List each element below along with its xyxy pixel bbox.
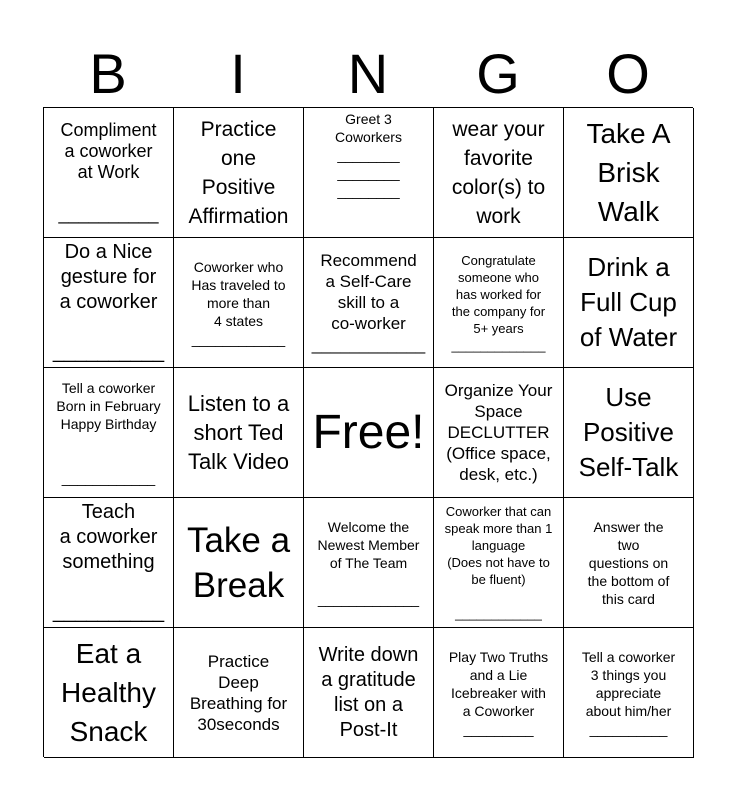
header-letter-o: O <box>606 42 650 105</box>
bingo-grid <box>43 107 693 757</box>
bingo-cell[interactable] <box>564 368 694 498</box>
bingo-cell[interactable] <box>174 628 304 758</box>
bingo-cell[interactable] <box>564 628 694 758</box>
header-letter-n: N <box>347 42 389 105</box>
bingo-cell[interactable] <box>44 238 174 368</box>
bingo-cell[interactable] <box>174 498 304 628</box>
bingo-cell[interactable] <box>434 498 564 628</box>
bingo-cell[interactable] <box>44 498 174 628</box>
cell-text: Coworker that can speak more than 1 language (Does not have to be fluent) ____________ <box>444 504 553 621</box>
cell-text: Write down a gratitude list on a Post-It <box>318 643 419 741</box>
bingo-cell-free[interactable] <box>304 368 434 498</box>
bingo-cell[interactable] <box>174 368 304 498</box>
cell-text: Tell a coworker Born in February Happy Birthday ____________ <box>56 379 161 486</box>
cell-text: Congratulate someone who has worked for the company for 5+ years _____________ <box>451 252 546 353</box>
cell-text: Eat a Healthy Snack <box>61 638 156 747</box>
bingo-cell[interactable] <box>174 108 304 238</box>
bingo-cell[interactable] <box>564 108 694 238</box>
bingo-cell[interactable] <box>44 628 174 758</box>
bingo-cell[interactable] <box>304 628 434 758</box>
cell-text: Recommend a Self-Care skill to a co-worker ____________ <box>311 251 426 354</box>
cell-text: Do a Nice gesture for a coworker __________ <box>52 241 165 363</box>
cell-text: Teach a coworker something __________ <box>52 501 165 623</box>
bingo-cell[interactable] <box>434 628 564 758</box>
cell-text: Take A Brisk Walk <box>586 118 671 227</box>
cell-text: Organize Your Space DECLUTTER (Office space, desk, etc.) <box>444 381 553 484</box>
bingo-cell[interactable] <box>304 108 434 238</box>
bingo-cell[interactable] <box>564 498 694 628</box>
bingo-cell[interactable] <box>434 108 564 238</box>
cell-text: Drink a Full Cup of Water <box>579 252 678 352</box>
cell-text: Use Positive Self-Talk <box>578 382 679 482</box>
cell-text: Greet 3 Coworkers ________ ________ ________ <box>335 111 402 199</box>
bingo-cell[interactable] <box>44 108 174 238</box>
bingo-header <box>43 40 693 108</box>
cell-text: Practice one Positive Affirmation <box>188 117 289 228</box>
bingo-cell[interactable] <box>564 238 694 368</box>
header-letter-b: B <box>89 42 127 105</box>
bingo-cell[interactable] <box>434 238 564 368</box>
cell-text: Take a Break <box>186 520 291 605</box>
cell-text: Coworker who Has traveled to more than 4 states ____________ <box>191 258 286 347</box>
bingo-cell[interactable] <box>304 238 434 368</box>
cell-text: Practice Deep Breathing for 30seconds <box>189 651 288 734</box>
bingo-cell[interactable] <box>304 498 434 628</box>
cell-text: wear your favorite color(s) to work <box>451 117 546 228</box>
bingo-cell[interactable] <box>44 368 174 498</box>
bingo-cell[interactable] <box>434 368 564 498</box>
cell-text: Play Two Truths and a Lie Icebreaker with a Coworker _________ <box>448 648 549 737</box>
cell-text: Listen to a short Ted Talk Video <box>187 391 290 474</box>
cell-text: Welcome the Newest Member of The Team _____________ <box>317 518 420 607</box>
cell-text: Answer the two questions on the bottom of this card <box>587 518 670 607</box>
cell-text: Free! <box>312 405 425 459</box>
cell-text: Tell a coworker 3 things you appreciate about him/her __________ <box>581 648 676 737</box>
cell-text: Compliment a coworker at Work __________ <box>58 120 159 224</box>
header-letter-i: I <box>230 42 246 105</box>
header-letter-g: G <box>476 42 520 105</box>
bingo-cell[interactable] <box>174 238 304 368</box>
